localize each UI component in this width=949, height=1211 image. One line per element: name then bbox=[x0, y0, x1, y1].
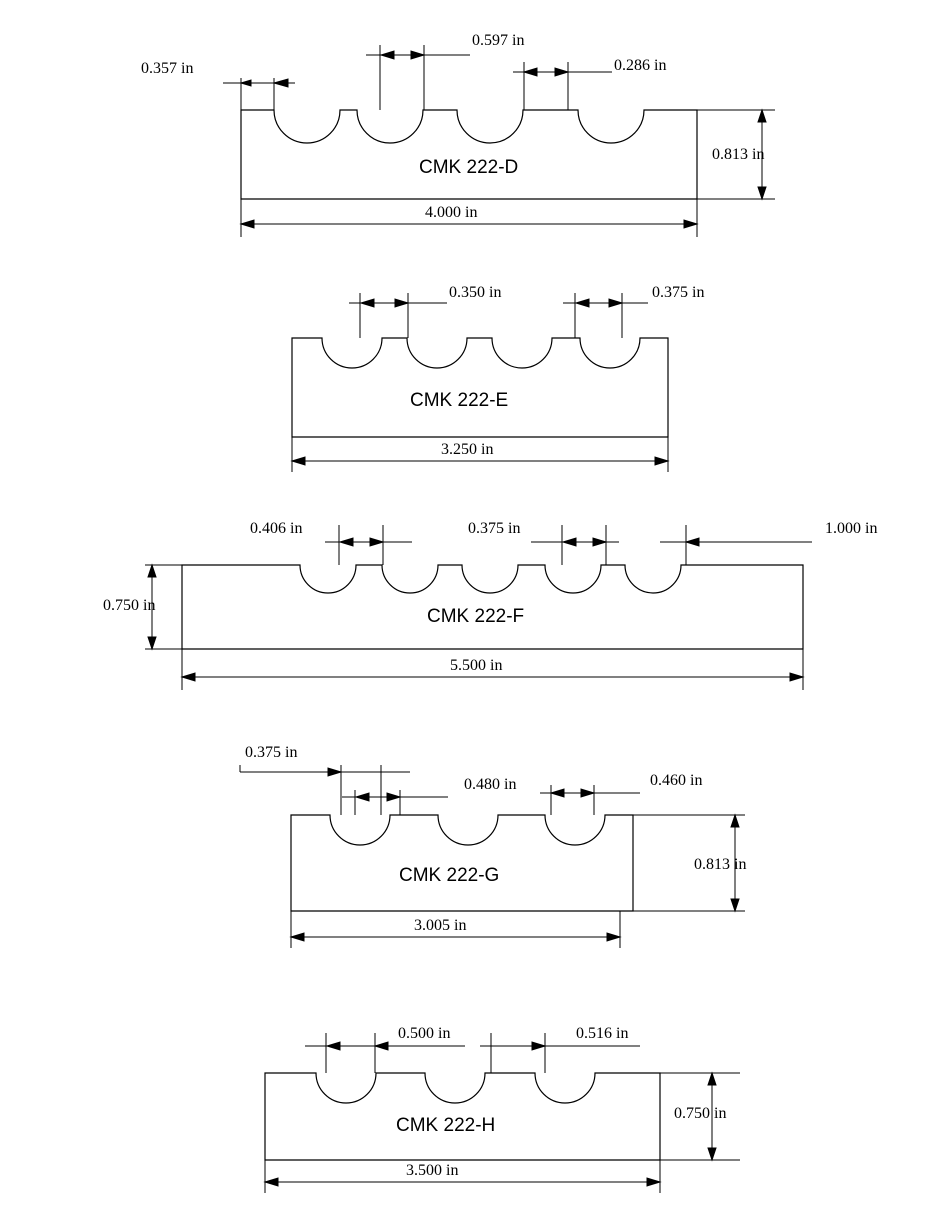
part-label-cmk-222-d: CMK 222-D bbox=[419, 157, 519, 178]
dim-f-length: 5.500 in bbox=[450, 657, 503, 674]
dim-e-0375: 0.375 in bbox=[652, 284, 705, 301]
part-label-cmk-222-g: CMK 222-G bbox=[399, 865, 500, 886]
dim-d-0286: 0.286 in bbox=[614, 57, 667, 74]
part-g-profile bbox=[291, 815, 633, 911]
dim-f-0406: 0.406 in bbox=[250, 520, 303, 537]
dim-d-length: 4.000 in bbox=[425, 204, 478, 221]
dim-d-height: 0.813 in bbox=[712, 146, 765, 163]
part-e-profile bbox=[292, 338, 668, 437]
dim-h-length: 3.500 in bbox=[406, 1162, 459, 1179]
dim-g-0460: 0.460 in bbox=[650, 772, 703, 789]
dim-d-0597: 0.597 in bbox=[472, 32, 525, 49]
part-label-cmk-222-f: CMK 222-F bbox=[427, 606, 525, 627]
dim-g-length: 3.005 in bbox=[414, 917, 467, 934]
dim-g-0375: 0.375 in bbox=[245, 744, 298, 761]
dim-g-0480: 0.480 in bbox=[464, 776, 517, 793]
dim-e-0350: 0.350 in bbox=[449, 284, 502, 301]
dim-e-length: 3.250 in bbox=[441, 441, 494, 458]
dim-d-0357: 0.357 in bbox=[141, 60, 194, 77]
dim-f-0375: 0.375 in bbox=[468, 520, 521, 537]
dim-g-height: 0.813 in bbox=[694, 856, 747, 873]
part-label-cmk-222-e: CMK 222-E bbox=[410, 390, 509, 411]
dim-h-height: 0.750 in bbox=[674, 1105, 727, 1122]
dim-h-0500: 0.500 in bbox=[398, 1025, 451, 1042]
dim-f-height: 0.750 in bbox=[103, 597, 156, 614]
part-label-cmk-222-h: CMK 222-H bbox=[396, 1115, 496, 1136]
dim-f-1000: 1.000 in bbox=[825, 520, 878, 537]
dim-h-0516: 0.516 in bbox=[576, 1025, 629, 1042]
part-d-profile bbox=[241, 110, 697, 199]
